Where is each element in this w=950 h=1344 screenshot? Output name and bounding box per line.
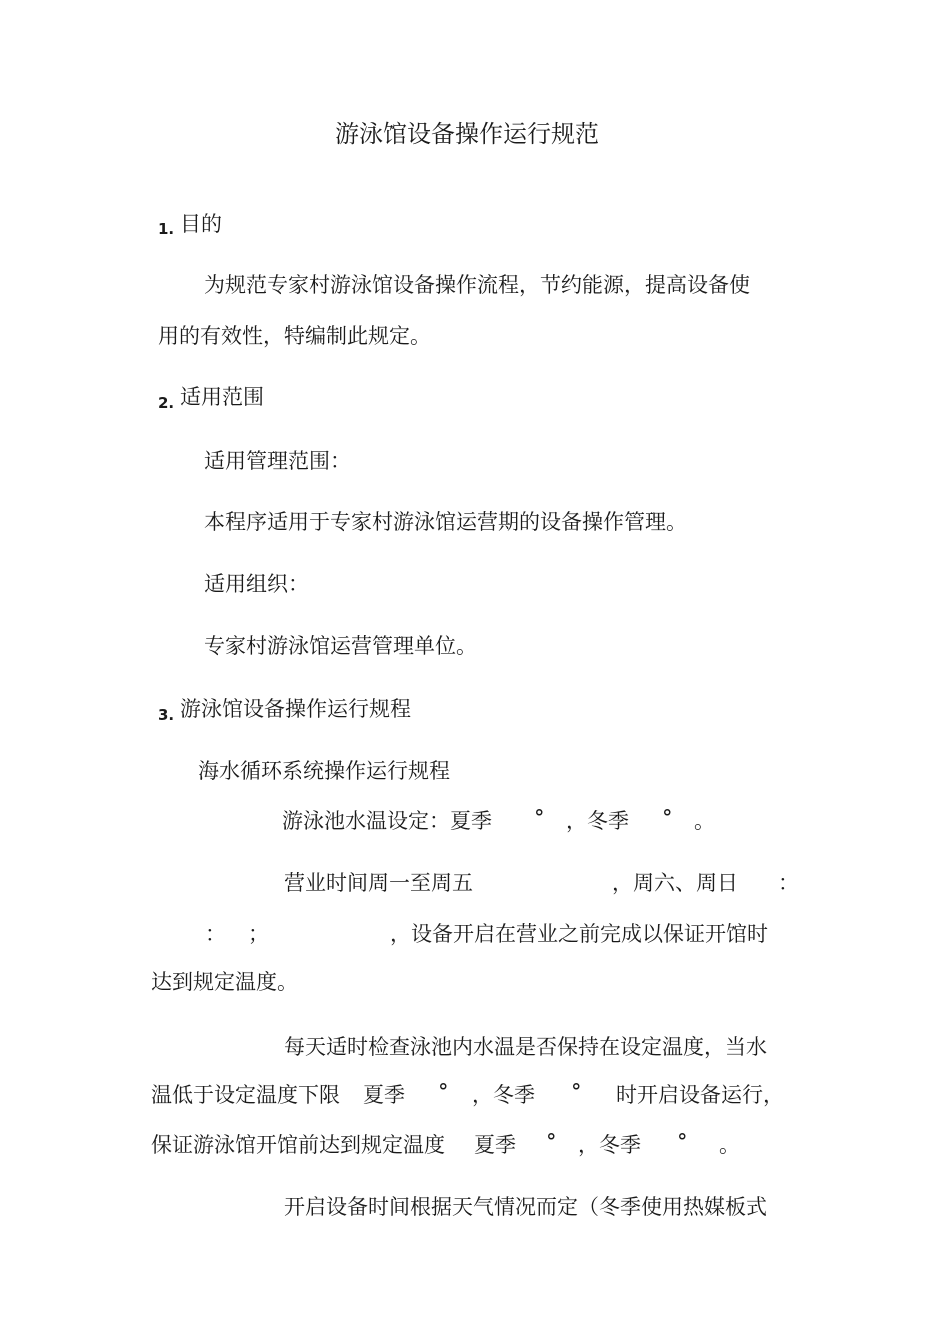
- start-time-line: 开启设备时间根据天气情况而定（冬季使用热媒板式: [284, 1195, 767, 1219]
- check-line-3-deg2: °: [677, 1130, 688, 1154]
- org-label: 适用组织：: [204, 572, 309, 596]
- check-line-2-deg2: °: [571, 1080, 582, 1104]
- org-text: 专家村游泳馆运营管理单位。: [204, 634, 477, 658]
- section-3-number: 3.: [158, 706, 175, 724]
- scope-label: 适用管理范围：: [204, 449, 351, 473]
- check-line-2-summer: 夏季: [363, 1083, 405, 1107]
- check-line-3-end: 。: [719, 1133, 740, 1157]
- section-1-number: 1.: [158, 220, 175, 238]
- hours-semicolon: ；: [248, 922, 269, 946]
- page-title: 游泳馆设备操作运行规范: [335, 120, 599, 148]
- winter-label: ，冬季: [566, 809, 629, 833]
- check-line-2-deg1: °: [438, 1080, 449, 1104]
- scope-text: 本程序适用于专家村游泳馆运营期的设备操作管理。: [204, 510, 687, 534]
- hours-colon-2: ：: [205, 922, 226, 946]
- sub-heading: 海水循环系统操作运行规程: [198, 759, 450, 783]
- hours-colon-1: ：: [778, 871, 799, 895]
- check-line-2-f: 时开启设备运行，: [616, 1083, 784, 1107]
- check-line-2-winter: ，冬季: [472, 1083, 535, 1107]
- section-2-number: 2.: [158, 394, 175, 412]
- water-temp-label: 游泳池水温设定：夏季: [282, 809, 492, 833]
- hours-line-3: 达到规定温度。: [151, 970, 298, 994]
- check-line-3-winter: ，冬季: [578, 1133, 641, 1157]
- hours-line-2: ，设备开启在营业之前完成以保证开馆时: [390, 922, 768, 946]
- winter-degree: °: [662, 806, 673, 830]
- section-3-heading: 游泳馆设备操作运行规程: [180, 697, 411, 721]
- summer-degree: °: [534, 806, 545, 830]
- section-2-heading: 适用范围: [180, 385, 264, 409]
- section-1-heading: 目的: [180, 212, 222, 236]
- check-line-1: 每天适时检查泳池内水温是否保持在设定温度，当水: [284, 1035, 767, 1059]
- weekend-hours-label: ，周六、周日: [612, 871, 738, 895]
- check-line-3-a: 保证游泳馆开馆前达到规定温度: [151, 1133, 445, 1157]
- section-1-para-line-1: 为规范专家村游泳馆设备操作流程，节约能源，提高设备使: [204, 273, 750, 297]
- weekday-hours-label: 营业时间周一至周五: [284, 871, 473, 895]
- section-1-para-line-2: 用的有效性，特编制此规定。: [158, 324, 431, 348]
- temp-end: 。: [694, 809, 715, 833]
- check-line-3-summer: 夏季: [474, 1133, 516, 1157]
- check-line-3-deg1: °: [546, 1130, 557, 1154]
- check-line-2-a: 温低于设定温度下限: [151, 1083, 340, 1107]
